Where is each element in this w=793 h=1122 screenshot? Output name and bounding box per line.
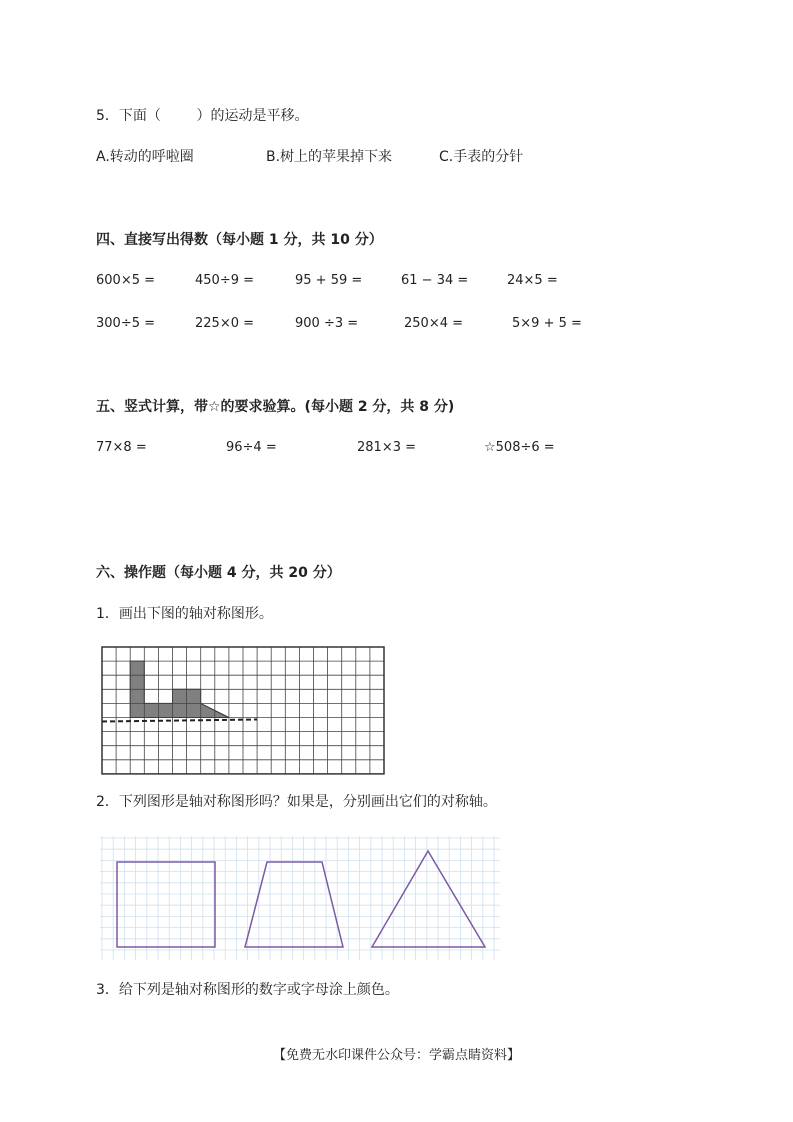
question-5: 5．下面（ ）的运动是平移。	[96, 108, 309, 124]
section-4-heading: 四、直接写出得数（每小题 1 分，共 10 分）	[96, 232, 383, 248]
shapes-grid-figure	[100, 836, 500, 960]
calc-item: 300÷5 =	[96, 316, 156, 331]
calc-item: 61 − 34 =	[401, 273, 469, 288]
trapezoid-shape	[245, 862, 343, 947]
calc-item: 225×0 =	[195, 316, 255, 331]
vertical-calc-item: 96÷4 =	[226, 440, 277, 455]
calc-item: 250×4 =	[404, 316, 464, 331]
calc-item: 95 + 59 =	[295, 273, 363, 288]
symmetry-axis-dashed	[102, 720, 257, 722]
question-6-3: 3．给下列是轴对称图形的数字或字母涂上颜色。	[96, 982, 399, 998]
calc-item: 24×5 =	[507, 273, 558, 288]
vertical-calc-item: 281×3 =	[357, 440, 417, 455]
triangle-shape	[372, 851, 485, 947]
question-6-2: 2．下列图形是轴对称图形吗？如果是，分别画出它们的对称轴。	[96, 794, 497, 810]
symmetry-grid-figure	[100, 643, 386, 775]
option-a: A.转动的呼啦圈	[96, 149, 194, 165]
option-c: C.手表的分针	[439, 149, 524, 165]
option-b: B.树上的苹果掉下来	[266, 149, 393, 165]
calc-item: 900 ÷3 =	[295, 316, 359, 331]
vertical-calc-item: ☆508÷6 =	[484, 440, 555, 455]
vertical-calc-item: 77×8 =	[96, 440, 147, 455]
question-6-1: 1．画出下图的轴对称图形。	[96, 606, 273, 622]
section-5-heading: 五、竖式计算，带☆的要求验算。(每小题 2 分，共 8 分)	[96, 399, 455, 415]
section-6-heading: 六、操作题（每小题 4 分，共 20 分）	[96, 565, 341, 581]
calc-item: 5×9 + 5 =	[512, 316, 582, 331]
rectangle-shape	[117, 862, 215, 947]
footer-note: 【免费无水印课件公众号：学霸点睛资料】	[272, 1048, 520, 1063]
calc-item: 450÷9 =	[195, 273, 255, 288]
calc-item: 600×5 =	[96, 273, 156, 288]
